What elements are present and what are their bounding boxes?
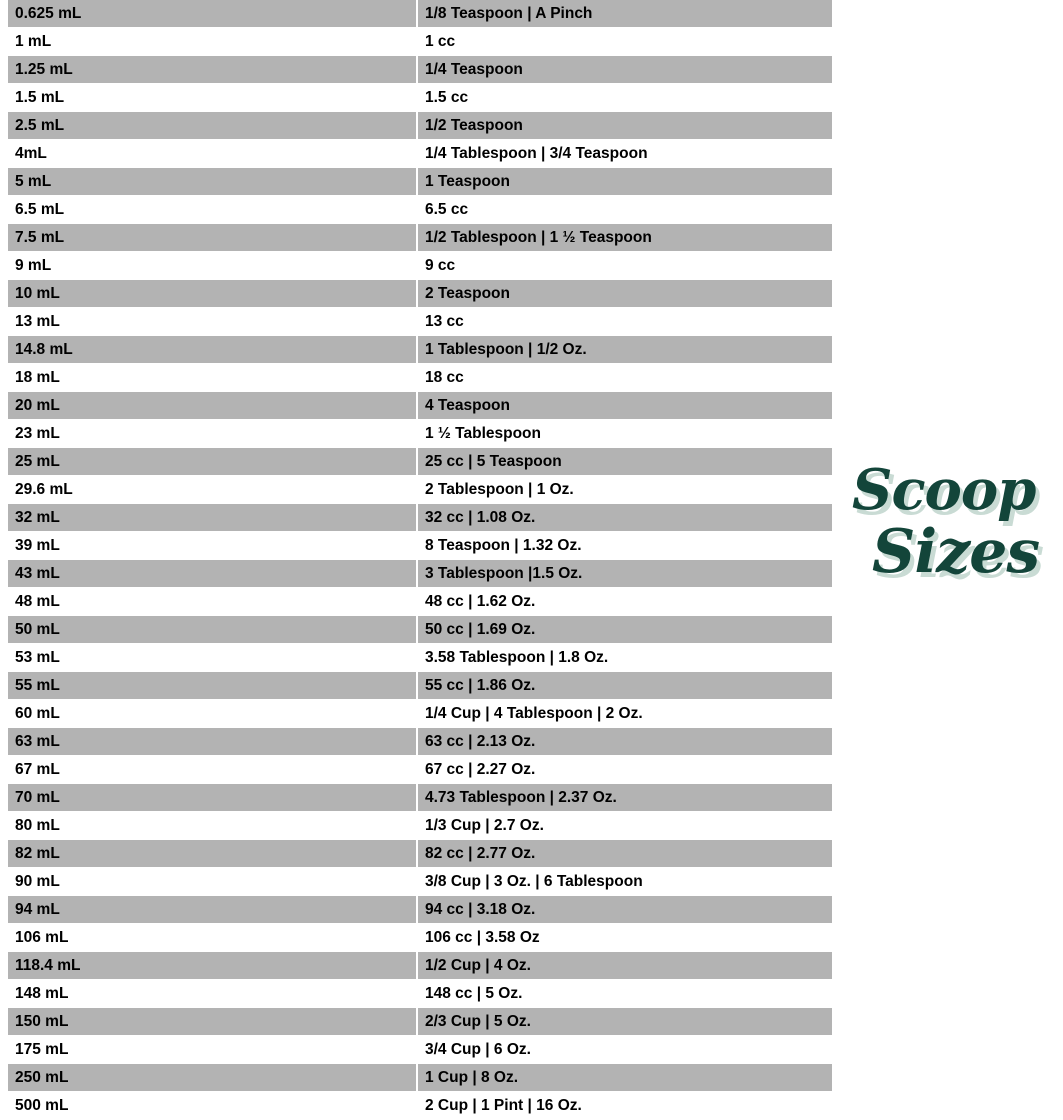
table-row bbox=[8, 980, 832, 1008]
cell-volume-ml: 7.5 mL bbox=[8, 224, 417, 252]
cell-equivalent: 1/3 Cup | 2.7 Oz. bbox=[417, 812, 832, 840]
cell-volume-ml: 118.4 mL bbox=[8, 952, 417, 980]
cell-equivalent: 4 Teaspoon bbox=[417, 392, 832, 420]
table-row bbox=[8, 700, 832, 728]
table-row bbox=[8, 392, 832, 420]
cell-equivalent: 3/4 Cup | 6 Oz. bbox=[417, 1036, 832, 1064]
cell-volume-ml: 9 mL bbox=[8, 252, 417, 280]
cell-equivalent: 2 Teaspoon bbox=[417, 280, 832, 308]
table-row bbox=[8, 252, 832, 280]
cell-volume-ml: 2.5 mL bbox=[8, 112, 417, 140]
cell-volume-ml: 80 mL bbox=[8, 812, 417, 840]
cell-equivalent: 1 Cup | 8 Oz. bbox=[417, 1064, 832, 1092]
table-row bbox=[8, 532, 832, 560]
cell-volume-ml: 29.6 mL bbox=[8, 476, 417, 504]
cell-equivalent: 1/2 Teaspoon bbox=[417, 112, 832, 140]
cell-volume-ml: 1.25 mL bbox=[8, 56, 417, 84]
conversion-table-body bbox=[8, 0, 832, 1120]
table-row bbox=[8, 560, 832, 588]
table-row bbox=[8, 756, 832, 784]
cell-volume-ml: 175 mL bbox=[8, 1036, 417, 1064]
cell-equivalent: 1/4 Teaspoon bbox=[417, 56, 832, 84]
cell-equivalent: 1/2 Cup | 4 Oz. bbox=[417, 952, 832, 980]
table-row bbox=[8, 476, 832, 504]
table-row bbox=[8, 588, 832, 616]
table-row bbox=[8, 896, 832, 924]
table-row bbox=[8, 196, 832, 224]
cell-equivalent: 4.73 Tablespoon | 2.37 Oz. bbox=[417, 784, 832, 812]
cell-equivalent: 6.5 cc bbox=[417, 196, 832, 224]
cell-volume-ml: 60 mL bbox=[8, 700, 417, 728]
cell-equivalent: 3.58 Tablespoon | 1.8 Oz. bbox=[417, 644, 832, 672]
cell-volume-ml: 50 mL bbox=[8, 616, 417, 644]
table-row bbox=[8, 1036, 832, 1064]
cell-volume-ml: 32 mL bbox=[8, 504, 417, 532]
cell-equivalent: 3 Tablespoon |1.5 Oz. bbox=[417, 560, 832, 588]
table-row bbox=[8, 1092, 832, 1120]
table-row bbox=[8, 112, 832, 140]
cell-equivalent: 55 cc | 1.86 Oz. bbox=[417, 672, 832, 700]
table-row bbox=[8, 952, 832, 980]
table-row bbox=[8, 364, 832, 392]
cell-volume-ml: 39 mL bbox=[8, 532, 417, 560]
cell-equivalent: 48 cc | 1.62 Oz. bbox=[417, 588, 832, 616]
table-row bbox=[8, 840, 832, 868]
cell-equivalent: 94 cc | 3.18 Oz. bbox=[417, 896, 832, 924]
table-row bbox=[8, 280, 832, 308]
cell-volume-ml: 53 mL bbox=[8, 644, 417, 672]
cell-volume-ml: 55 mL bbox=[8, 672, 417, 700]
cell-equivalent: 25 cc | 5 Teaspoon bbox=[417, 448, 832, 476]
table-row bbox=[8, 420, 832, 448]
cell-volume-ml: 6.5 mL bbox=[8, 196, 417, 224]
cell-volume-ml: 148 mL bbox=[8, 980, 417, 1008]
cell-equivalent: 50 cc | 1.69 Oz. bbox=[417, 616, 832, 644]
table-row bbox=[8, 504, 832, 532]
logo-line-scoop: Scoop bbox=[852, 457, 1036, 523]
cell-equivalent: 2 Cup | 1 Pint | 16 Oz. bbox=[417, 1092, 832, 1120]
cell-equivalent: 1/2 Tablespoon | 1 ½ Teaspoon bbox=[417, 224, 832, 252]
table-row bbox=[8, 84, 832, 112]
table-row bbox=[8, 336, 832, 364]
table-row bbox=[8, 728, 832, 756]
logo-line-sizes: Sizes bbox=[872, 517, 1040, 587]
table-row bbox=[8, 56, 832, 84]
cell-volume-ml: 63 mL bbox=[8, 728, 417, 756]
table-row bbox=[8, 448, 832, 476]
cell-equivalent: 148 cc | 5 Oz. bbox=[417, 980, 832, 1008]
cell-volume-ml: 43 mL bbox=[8, 560, 417, 588]
cell-equivalent: 1 Tablespoon | 1/2 Oz. bbox=[417, 336, 832, 364]
table-row bbox=[8, 0, 832, 28]
cell-equivalent: 1 Teaspoon bbox=[417, 168, 832, 196]
cell-volume-ml: 23 mL bbox=[8, 420, 417, 448]
cell-equivalent: 1.5 cc bbox=[417, 84, 832, 112]
table-row bbox=[8, 644, 832, 672]
cell-equivalent: 9 cc bbox=[417, 252, 832, 280]
cell-equivalent: 106 cc | 3.58 Oz bbox=[417, 924, 832, 952]
cell-equivalent: 13 cc bbox=[417, 308, 832, 336]
cell-volume-ml: 1 mL bbox=[8, 28, 417, 56]
cell-equivalent: 3/8 Cup | 3 Oz. | 6 Tablespoon bbox=[417, 868, 832, 896]
cell-volume-ml: 4mL bbox=[8, 140, 417, 168]
cell-volume-ml: 94 mL bbox=[8, 896, 417, 924]
cell-volume-ml: 500 mL bbox=[8, 1092, 417, 1120]
cell-volume-ml: 13 mL bbox=[8, 308, 417, 336]
scoop-size-conversion-table bbox=[8, 0, 832, 1120]
cell-volume-ml: 1.5 mL bbox=[8, 84, 417, 112]
cell-equivalent: 1 cc bbox=[417, 28, 832, 56]
cell-equivalent: 18 cc bbox=[417, 364, 832, 392]
cell-volume-ml: 0.625 mL bbox=[8, 0, 417, 28]
cell-volume-ml: 106 mL bbox=[8, 924, 417, 952]
cell-equivalent: 1/8 Teaspoon | A Pinch bbox=[417, 0, 832, 28]
table-row bbox=[8, 812, 832, 840]
table-row bbox=[8, 616, 832, 644]
cell-equivalent: 8 Teaspoon | 1.32 Oz. bbox=[417, 532, 832, 560]
cell-volume-ml: 250 mL bbox=[8, 1064, 417, 1092]
cell-equivalent: 1/4 Tablespoon | 3/4 Teaspoon bbox=[417, 140, 832, 168]
cell-equivalent: 67 cc | 2.27 Oz. bbox=[417, 756, 832, 784]
table-row bbox=[8, 868, 832, 896]
cell-equivalent: 2 Tablespoon | 1 Oz. bbox=[417, 476, 832, 504]
cell-volume-ml: 82 mL bbox=[8, 840, 417, 868]
cell-equivalent: 2/3 Cup | 5 Oz. bbox=[417, 1008, 832, 1036]
cell-volume-ml: 10 mL bbox=[8, 280, 417, 308]
cell-volume-ml: 25 mL bbox=[8, 448, 417, 476]
cell-equivalent: 1 ½ Tablespoon bbox=[417, 420, 832, 448]
table-row bbox=[8, 924, 832, 952]
cell-volume-ml: 67 mL bbox=[8, 756, 417, 784]
cell-volume-ml: 90 mL bbox=[8, 868, 417, 896]
cell-volume-ml: 14.8 mL bbox=[8, 336, 417, 364]
table-row bbox=[8, 1008, 832, 1036]
scoop-sizes-logo bbox=[846, 457, 1054, 602]
cell-volume-ml: 48 mL bbox=[8, 588, 417, 616]
cell-volume-ml: 5 mL bbox=[8, 168, 417, 196]
table-row bbox=[8, 28, 832, 56]
table-row bbox=[8, 140, 832, 168]
table-row bbox=[8, 1064, 832, 1092]
cell-equivalent: 82 cc | 2.77 Oz. bbox=[417, 840, 832, 868]
table-row bbox=[8, 168, 832, 196]
cell-volume-ml: 70 mL bbox=[8, 784, 417, 812]
cell-equivalent: 32 cc | 1.08 Oz. bbox=[417, 504, 832, 532]
table-row bbox=[8, 224, 832, 252]
table-row bbox=[8, 784, 832, 812]
cell-volume-ml: 150 mL bbox=[8, 1008, 417, 1036]
cell-equivalent: 63 cc | 2.13 Oz. bbox=[417, 728, 832, 756]
table-row bbox=[8, 308, 832, 336]
cell-equivalent: 1/4 Cup | 4 Tablespoon | 2 Oz. bbox=[417, 700, 832, 728]
cell-volume-ml: 20 mL bbox=[8, 392, 417, 420]
cell-volume-ml: 18 mL bbox=[8, 364, 417, 392]
table-row bbox=[8, 672, 832, 700]
